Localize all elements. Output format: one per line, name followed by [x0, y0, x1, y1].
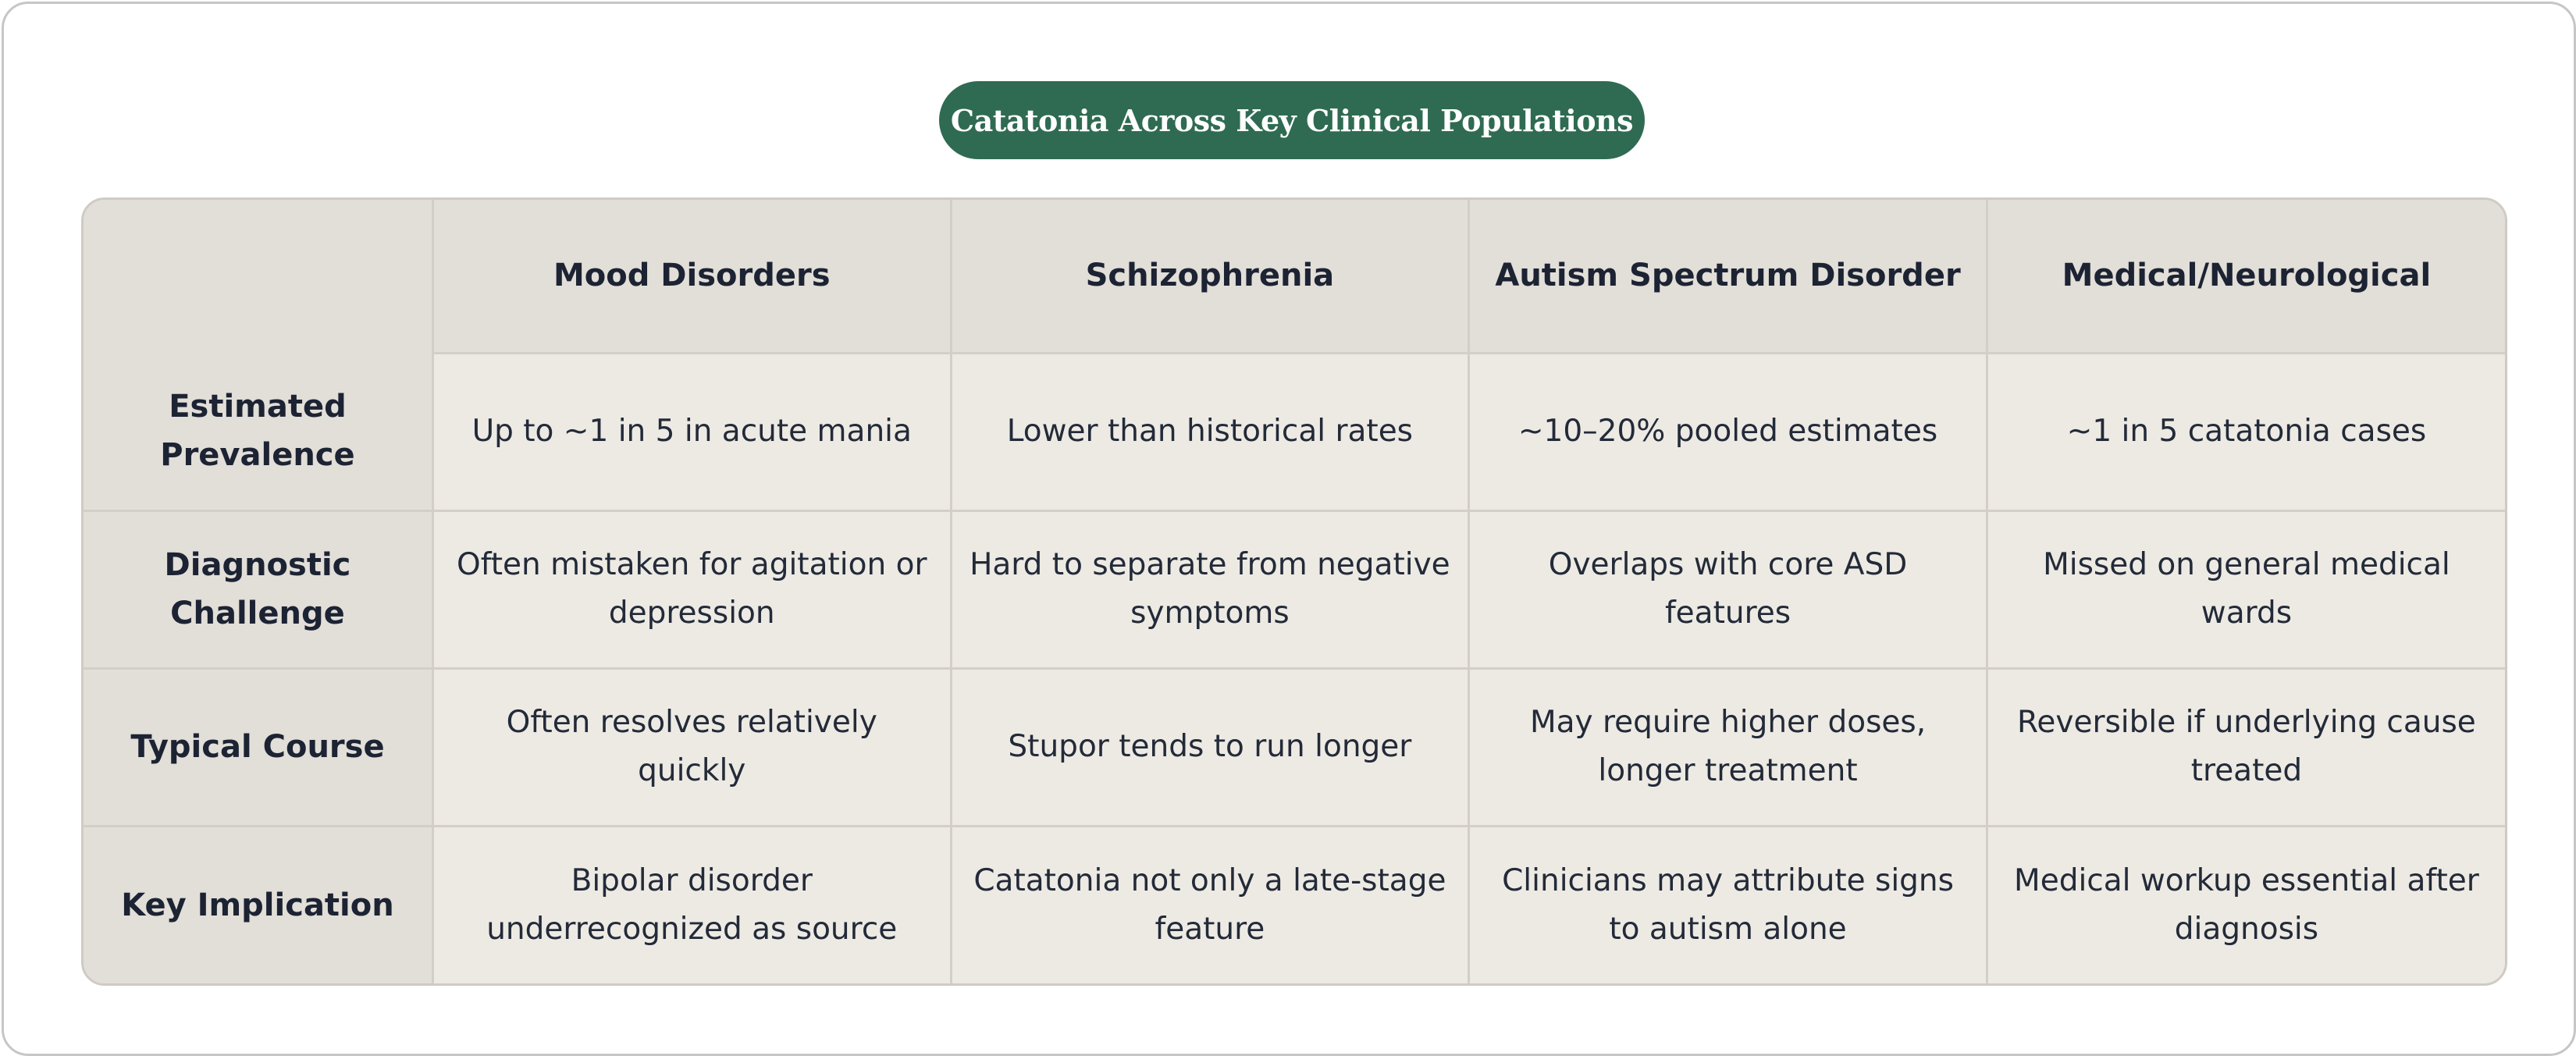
comparison-table: [84, 200, 2505, 983]
header-corner: [84, 200, 432, 353]
table-row-key-implication: [84, 826, 2505, 983]
column-header-schizophrenia: Schizophrenia: [951, 200, 1469, 353]
table-cell: Reversible if underlying cause treated: [1987, 668, 2505, 826]
table-cell: Overlaps with core ASD features: [1469, 510, 1987, 668]
table-cell: ~1 in 5 catatonia cases: [1987, 353, 2505, 510]
table-cell: Lower than historical rates: [951, 353, 1469, 510]
card-frame: [2, 2, 2576, 1056]
table-row-diagnostic-challenge: [84, 510, 2505, 668]
table-row-estimated-prevalence: [84, 353, 2505, 510]
row-label: Key Implication: [84, 826, 432, 983]
table-cell: Often resolves relatively quickly: [432, 668, 951, 826]
table-header-row: [84, 200, 2505, 353]
row-label: Typical Course: [84, 668, 432, 826]
page-title: Catatonia Across Key Clinical Populations: [939, 81, 1645, 159]
table-cell: May require higher doses, longer treatment: [1469, 668, 1987, 826]
column-header-medical-neurological: Medical/Neurological: [1987, 200, 2505, 353]
table-row-typical-course: [84, 668, 2505, 826]
table-cell: Bipolar disorder underrecognized as source: [432, 826, 951, 983]
table-cell: Missed on general medical wards: [1987, 510, 2505, 668]
table-cell: Often mistaken for agitation or depression: [432, 510, 951, 668]
table-cell: ~10–20% pooled estimates: [1469, 353, 1987, 510]
column-header-autism: Autism Spectrum Disorder: [1469, 200, 1987, 353]
table-cell: Clinicians may attribute signs to autism alone: [1469, 826, 1987, 983]
table-cell: Stupor tends to run longer: [951, 668, 1469, 826]
table-cell: Up to ~1 in 5 in acute mania: [432, 353, 951, 510]
row-label: Diagnostic Challenge: [84, 510, 432, 668]
row-label: Estimated Prevalence: [84, 353, 432, 510]
column-header-mood-disorders: Mood Disorders: [432, 200, 951, 353]
comparison-table-container: [81, 197, 2507, 986]
table-cell: Catatonia not only a late-stage feature: [951, 826, 1469, 983]
table-cell: Hard to separate from negative symptoms: [951, 510, 1469, 668]
table-cell: Medical workup essential after diagnosis: [1987, 826, 2505, 983]
